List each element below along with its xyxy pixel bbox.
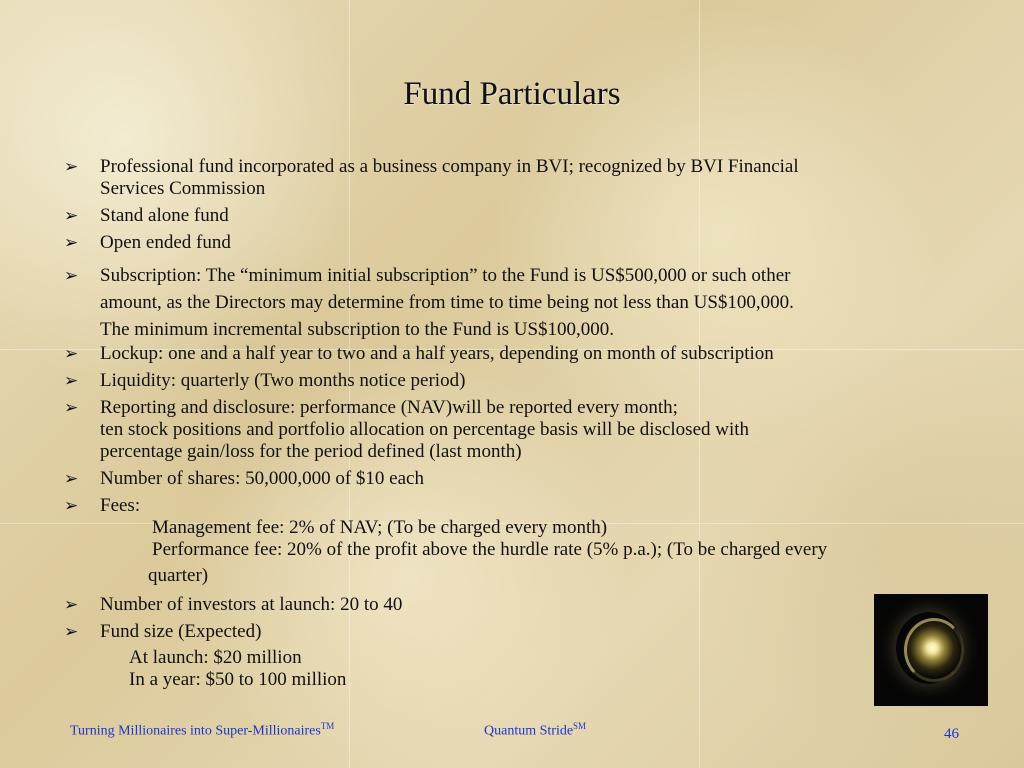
arrow-bullet-icon: ➢ [64, 206, 79, 225]
bullet-text: Fund size (Expected) [100, 621, 262, 642]
bullet-item [64, 156, 984, 200]
service-mark: SM [573, 721, 587, 731]
orb-ring-decoration [904, 618, 964, 682]
footer-brand-text: Quantum Stride [484, 723, 574, 739]
bullet-text: The minimum incremental subscription to the Fund is US$100,000. [100, 319, 615, 340]
arrow-bullet-icon: ➢ [64, 371, 79, 390]
arrow-bullet-icon: ➢ [64, 157, 79, 176]
bullet-item [64, 370, 984, 392]
arrow-bullet-icon: ➢ [64, 622, 79, 641]
slide-title: Fund Particulars [403, 76, 621, 112]
arrow-bullet-icon: ➢ [64, 233, 79, 252]
footer-tagline [70, 721, 334, 740]
bullet-item [64, 621, 984, 691]
bullet-text: Number of investors at launch: 20 to 40 [100, 594, 403, 615]
bullet-text: Professional fund incorporated as a business company in BVI; recognized by BVI Financial [100, 156, 799, 177]
bullet-text: Lockup: one and a half year to two and a half years, depending on month of subscription [100, 343, 774, 364]
footer-brand [484, 721, 586, 740]
arrow-bullet-icon: ➢ [64, 344, 79, 363]
bullet-item [64, 397, 984, 463]
bullet-text: Fees: [100, 495, 141, 516]
arrow-bullet-icon: ➢ [64, 469, 79, 488]
bullet-item [64, 232, 984, 254]
bullet-text: Reporting and disclosure: performance (NAV)will be reported every month; [100, 397, 678, 418]
arrow-bullet-icon: ➢ [64, 266, 79, 285]
fee-line: quarter) [148, 565, 209, 586]
bullet-item [64, 205, 984, 227]
arrow-bullet-icon: ➢ [64, 398, 79, 417]
arrow-bullet-icon: ➢ [64, 595, 79, 614]
glowing-orb-image [874, 594, 988, 706]
bullet-text: Subscription: The “minimum initial subscription” to the Fund is US$500,000 or such other [100, 265, 791, 286]
bullet-item [64, 343, 984, 365]
bullet-text: Services Commission [100, 178, 266, 199]
bullet-list [64, 156, 984, 691]
footer-tagline-text: Turning Millionaires into Super-Millionaires [70, 723, 321, 739]
bullet-text: Open ended fund [100, 232, 231, 253]
bullet-text: amount, as the Directors may determine from time to time being not less than US$100,000. [100, 292, 794, 313]
bullet-item [64, 262, 984, 343]
bullet-item [64, 495, 984, 591]
arrow-bullet-icon: ➢ [64, 496, 79, 515]
fee-line: Management fee: 2% of NAV; (To be charged every month) [152, 517, 608, 538]
fee-line: Performance fee: 20% of the profit above the hurdle rate (5% p.a.); (To be charged every [152, 539, 828, 560]
bullet-item [64, 468, 984, 490]
fund-size-line: At launch: $20 million [129, 647, 302, 668]
page-number: 46 [944, 726, 959, 742]
fund-size-line: In a year: $50 to 100 million [129, 669, 347, 690]
trademark-mark: TM [320, 721, 335, 731]
bullet-item [64, 594, 984, 616]
bullet-text: Stand alone fund [100, 205, 229, 226]
bullet-text: ten stock positions and portfolio allocation on percentage basis will be disclosed with [100, 419, 750, 440]
bullet-text: Liquidity: quarterly (Two months notice period) [100, 370, 466, 391]
bullet-text: percentage gain/loss for the period defined (last month) [100, 441, 522, 462]
bullet-text: Number of shares: 50,000,000 of $10 each [100, 468, 424, 489]
